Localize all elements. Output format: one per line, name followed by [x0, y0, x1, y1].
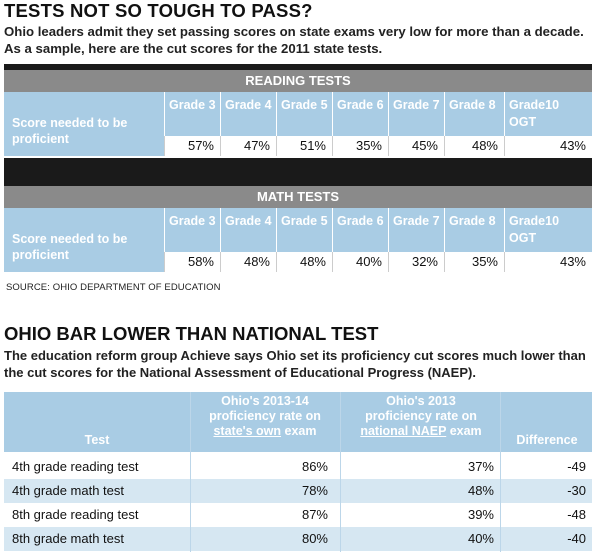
grade-header: Grade 5 — [276, 208, 332, 252]
grade-header: Grade 6 — [332, 208, 388, 252]
reading-value: 45% — [388, 136, 444, 156]
table-row — [4, 503, 592, 527]
header-underlined: state's own — [213, 424, 282, 438]
row-test: 4th grade math test — [12, 483, 125, 498]
grade-header: Grade 3 — [164, 208, 220, 252]
grade-header: Grade 4 — [220, 208, 276, 252]
row-ohio-rate: 87% — [301, 507, 328, 522]
naep-rate-column-header — [340, 394, 502, 439]
grade-header: Grade 6 — [332, 92, 388, 136]
math-value: 48% — [220, 252, 276, 272]
row-test: 8th grade reading test — [12, 507, 139, 522]
math-tests-header: MATH TESTS — [4, 186, 592, 208]
row-naep-rate: 39% — [467, 507, 494, 522]
page-title: TESTS NOT SO TOUGH TO PASS? — [4, 0, 313, 21]
ohio-rate-column-header — [190, 394, 340, 439]
column-divider — [190, 392, 191, 552]
header-line: Ohio's 2013-14 — [221, 394, 309, 408]
row-test: 8th grade math test — [12, 531, 125, 546]
section-title: OHIO BAR LOWER THAN NATIONAL TEST — [4, 323, 379, 344]
row-ohio-rate: 86% — [301, 459, 328, 474]
reading-tests-header: READING TESTS — [4, 70, 592, 92]
header-line — [340, 424, 502, 439]
row-difference: -48 — [567, 507, 586, 522]
header-word: exam — [449, 424, 482, 438]
header-word: exam — [284, 424, 317, 438]
column-divider — [500, 392, 501, 552]
test-column-header: Test — [84, 433, 110, 447]
comparison-table-header — [4, 392, 592, 452]
row-naep-rate: 40% — [467, 531, 494, 546]
header-line: proficiency rate on — [365, 409, 477, 423]
column-divider — [340, 392, 341, 552]
reading-value: 47% — [220, 136, 276, 156]
math-value: 40% — [332, 252, 388, 272]
difference-column-header: Difference — [516, 433, 578, 447]
header-line — [190, 424, 340, 439]
math-value: 43% — [504, 252, 592, 272]
reading-value: 35% — [332, 136, 388, 156]
table-row — [4, 455, 592, 479]
row-difference: -49 — [567, 459, 586, 474]
grade-header: Grade 3 — [164, 92, 220, 136]
reading-value: 51% — [276, 136, 332, 156]
math-value: 58% — [164, 252, 220, 272]
table-row — [4, 479, 592, 503]
row-ohio-rate: 78% — [301, 483, 328, 498]
header-underlined: national NAEP — [360, 424, 447, 438]
grade-header: Grade 4 — [220, 92, 276, 136]
reading-value: 43% — [504, 136, 592, 156]
table-row — [4, 527, 592, 551]
row-test: 4th grade reading test — [12, 459, 139, 474]
row-difference: -40 — [567, 531, 586, 546]
header-line: Ohio's 2013 — [386, 394, 456, 408]
math-value: 48% — [276, 252, 332, 272]
source-note: SOURCE: OHIO DEPARTMENT OF EDUCATION — [6, 282, 221, 293]
reading-value: 48% — [444, 136, 504, 156]
math-value: 32% — [388, 252, 444, 272]
grade-header: Grade 8 — [444, 208, 504, 252]
grade-header: Grade10 OGT — [504, 208, 592, 252]
grade-header: Grade 7 — [388, 92, 444, 136]
grade-header: Grade 8 — [444, 92, 504, 136]
reading-values-row — [164, 136, 592, 156]
row-ohio-rate: 80% — [301, 531, 328, 546]
header-line: proficiency rate on — [209, 409, 321, 423]
intro-text: Ohio leaders admit they set passing scores on state exams very low for more than a decade. As a sample, here are the cut scores for the 2011 state tests. — [4, 24, 584, 56]
section-intro: The education reform group Achieve says Ohio set its proficiency cut scores much lower than the cut scores for the National Assessment of Educational Progress (NAEP). — [4, 348, 586, 380]
score-label: Score needed to be proficient — [4, 208, 164, 272]
grade-header: Grade 5 — [276, 92, 332, 136]
grade-header: Grade 7 — [388, 208, 444, 252]
score-label: Score needed to be proficient — [4, 92, 164, 156]
row-naep-rate: 37% — [467, 459, 494, 474]
math-value: 35% — [444, 252, 504, 272]
grade-header: Grade10 OGT — [504, 92, 592, 136]
row-naep-rate: 48% — [467, 483, 494, 498]
math-values-row — [164, 252, 592, 272]
reading-value: 57% — [164, 136, 220, 156]
divider-band — [4, 158, 592, 186]
row-difference: -30 — [567, 483, 586, 498]
